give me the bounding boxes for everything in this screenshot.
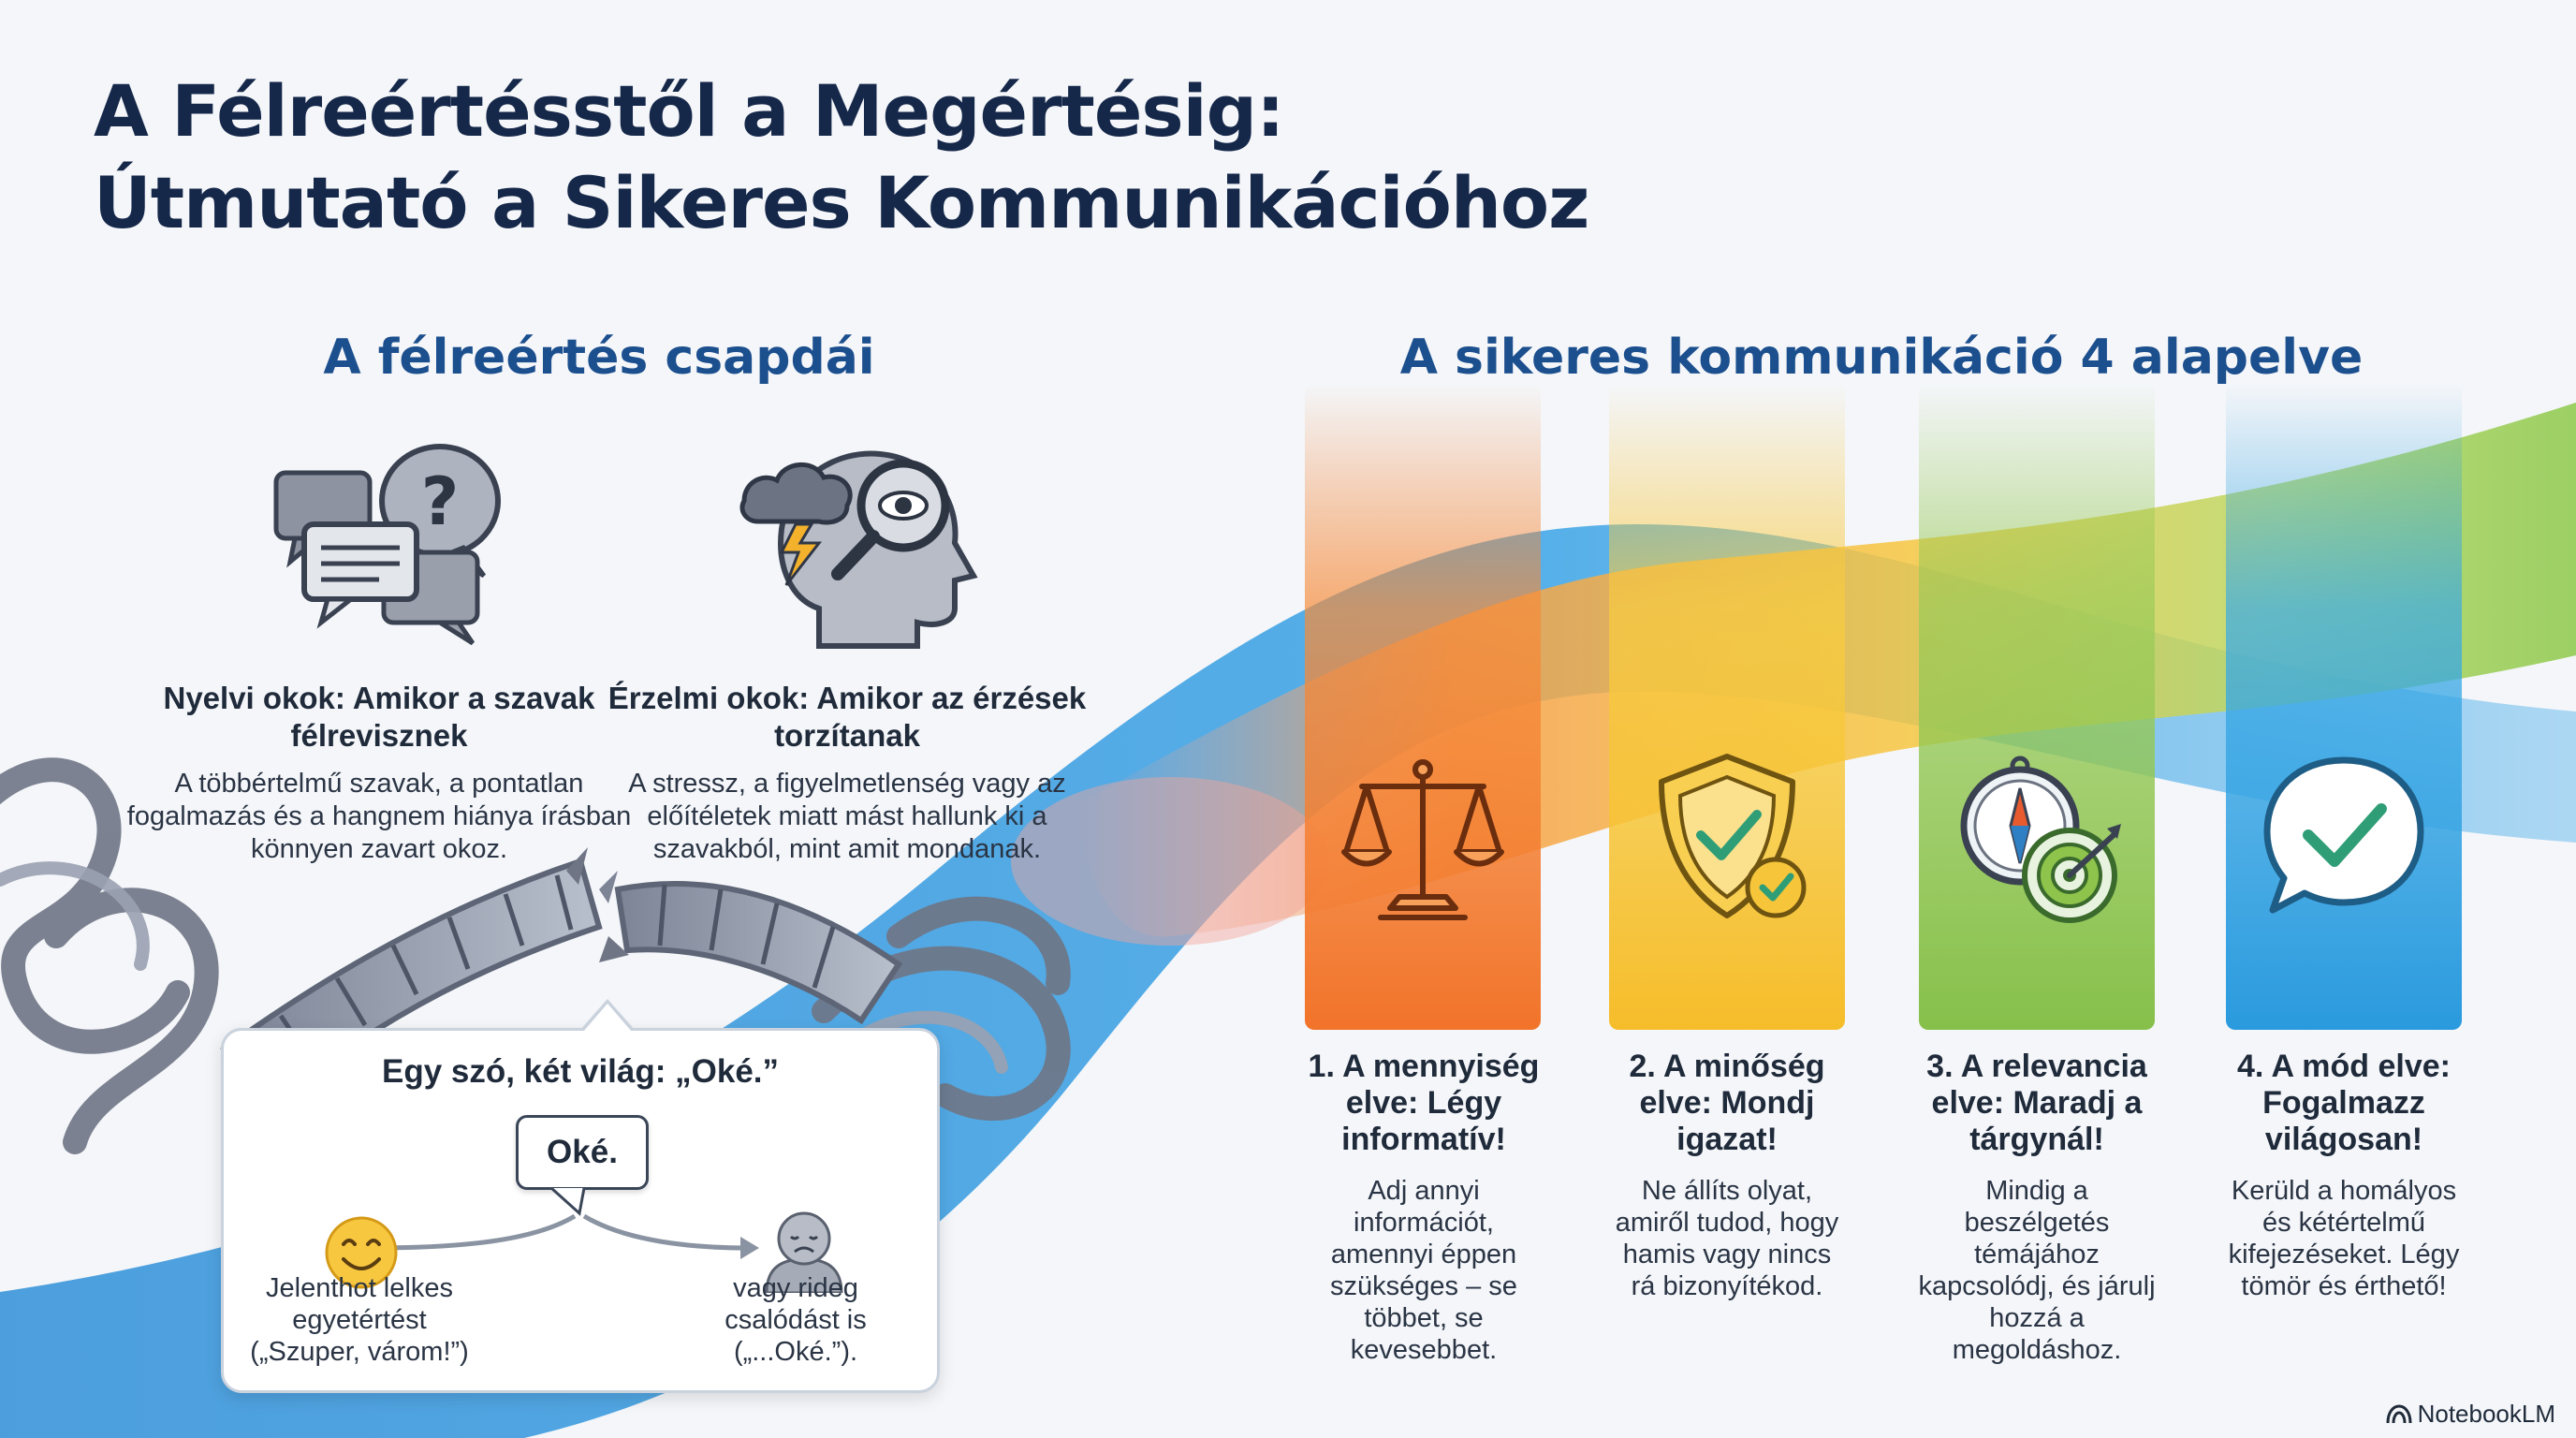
cause-emotional <box>594 435 1100 866</box>
principle-3-heading: 3. A relevancia elve: Maradj a tárgynál! <box>1926 1049 2147 1157</box>
principle-2 <box>1582 1049 1872 1302</box>
left-section-title: A félreértés csapdái <box>323 330 875 386</box>
cause-emotional-heading: Érzelmi okok: Amikor az érzések torzítanak <box>607 681 1087 753</box>
principle-4-column <box>2226 384 2462 1030</box>
cause-linguistic-heading: Nyelvi okok: Amikor a szavak félrevisznek <box>163 681 595 753</box>
oke-negative-caption: vagy rideg csalódást is („...Oké.”). <box>724 1273 867 1367</box>
title-line-1: A Félreértésstől a Megértésig: <box>94 69 1284 153</box>
oke-example-title: Egy szó, két világ: „Oké.” <box>381 1053 780 1090</box>
principle-4-heading: 4. A mód elve: Fogalmazz világosan! <box>2237 1049 2451 1157</box>
cause-linguistic <box>126 435 632 866</box>
principle-2-column <box>1609 384 1845 1030</box>
principle-1-text: Adj annyi információt, amennyi éppen szükséges – se többet, se kevesebbet. <box>1330 1176 1517 1365</box>
principle-1-heading: 1. A mennyiség elve: Légy informatív! <box>1308 1049 1540 1157</box>
scales-icon <box>1339 749 1507 927</box>
principle-2-heading: 2. A minőség elve: Mondj igazat! <box>1629 1049 1825 1157</box>
right-section-title: A sikeres kommunikáció 4 alapelve <box>1399 330 2364 386</box>
shield-check-icon <box>1643 749 1811 927</box>
principle-4-text: Kerüld a homályos és kétértelmű kifejezéseket. Légy tömör és érthető! <box>2228 1176 2460 1301</box>
title-line-2: Útmutató a Sikeres Kommunikációhoz <box>94 161 1589 244</box>
principle-4 <box>2199 1049 2489 1302</box>
principle-3-column <box>1919 384 2155 1030</box>
cause-emotional-text: A stressz, a figyelmetlenség vagy az előítéletek miatt mást hallunk ki a szavakból, mint amit mondanak. <box>628 769 1066 864</box>
principle-3-text: Mindig a beszélgetés témájához kapcsolódj, és járulj hozzá a megoldáshoz. <box>1918 1176 2156 1365</box>
head-storm-magnifier-icon <box>707 435 988 651</box>
oke-speech-bubble: Oké. <box>516 1115 649 1190</box>
oke-positive-caption: Jelenthot lelkes egyetértést („Szuper, várom!”) <box>250 1273 469 1367</box>
chat-check-icon <box>2260 749 2428 927</box>
svg-text:?: ? <box>420 463 460 540</box>
principle-1-column <box>1305 384 1541 1030</box>
speech-bubbles-question-icon <box>239 435 520 651</box>
notebooklm-logo-icon <box>2386 1404 2412 1425</box>
notebooklm-brand <box>2386 1400 2555 1429</box>
callout-pointer <box>579 999 636 1031</box>
compass-target-icon <box>1953 749 2121 927</box>
principle-3 <box>1892 1049 2182 1366</box>
page-title <box>94 66 1588 249</box>
cause-linguistic-text: A többértelmű szavak, a pontatlan fogalmazás és a hangnem hiánya írásban könnyen zavart okoz. <box>126 769 632 864</box>
oke-example-callout <box>221 1028 940 1393</box>
principle-1 <box>1279 1049 1569 1366</box>
brand-label: NotebookLM <box>2417 1400 2555 1428</box>
principle-2-text: Ne állíts olyat, amiről tudod, hogy hamis vagy nincs rá bizonyítékod. <box>1615 1176 1839 1301</box>
